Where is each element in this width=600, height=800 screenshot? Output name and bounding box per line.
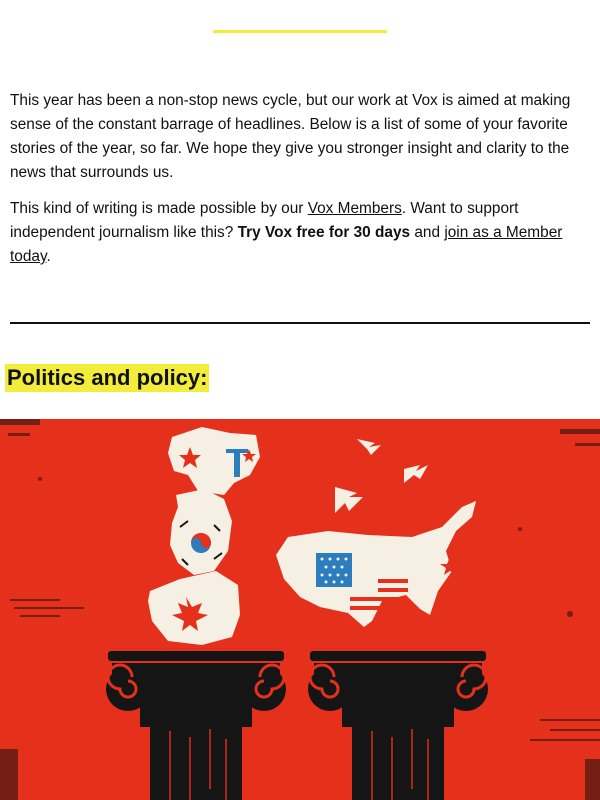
intro-paragraph-1: This year has been a non-stop news cycle, but our work at Vox is aimed at making sense of the constant barrage of headlines. Below is a list of some of your favorite stories of the year, so far. We hope they give you stronger insight and clarity to the news that surrounds us. — [10, 92, 571, 181]
top-accent-rule — [213, 30, 387, 33]
intro-p2-text-b: . Want to support independent journalism like this? — [10, 200, 519, 241]
intro-p2-text-a: This kind of writing is made possible by our — [10, 200, 308, 217]
intro-paragraph-2 — [10, 197, 590, 269]
intro-p2-text-c: and — [410, 224, 445, 241]
intro-p2-text-d: . — [46, 248, 51, 265]
try-vox-free-text: Try Vox free for 30 days — [237, 224, 411, 241]
intro-text — [10, 89, 590, 281]
illustration-svg — [0, 419, 600, 800]
illustration-background — [0, 419, 600, 800]
politics-illustration — [0, 419, 600, 800]
section-heading: Politics and policy: — [7, 365, 208, 390]
vox-members-link[interactable]: Vox Members — [307, 200, 402, 217]
section-divider — [10, 322, 590, 324]
join-member-link[interactable]: join as a Member today — [10, 224, 563, 265]
